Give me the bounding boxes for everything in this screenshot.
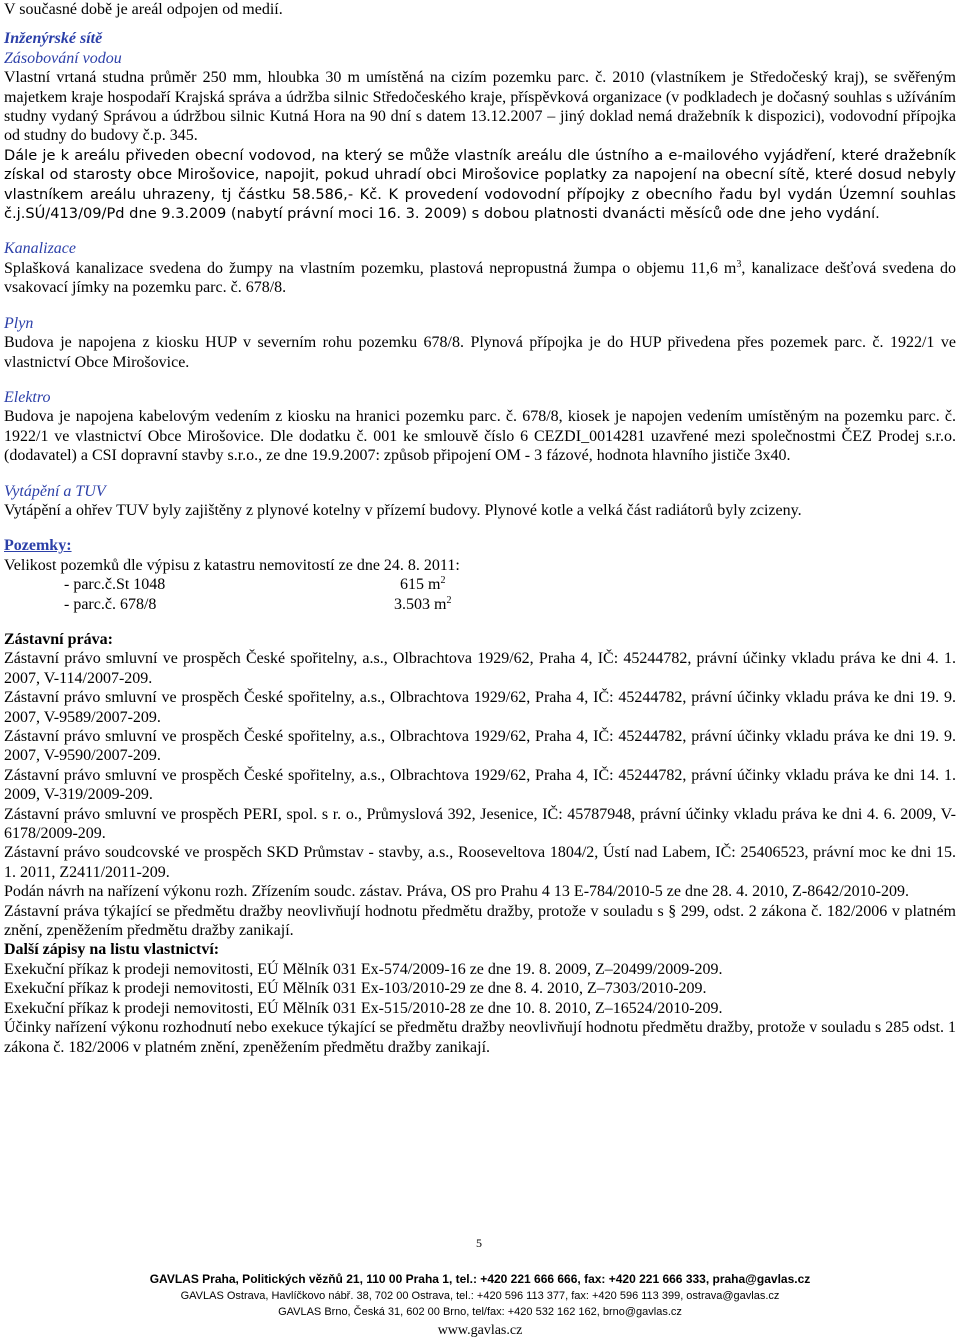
lien-item: Zástavní právo smluvní ve prospěch České spořitelny, a.s., Olbrachtova 1929/62, Praha 4, IČ: 45244782, právní účinky vkladu práva ke dni 19. 9. 2007, V-9590/2007-209. <box>4 728 956 765</box>
land-intro: Velikost pozemků dle výpisu z katastru nemovitostí ze dne 24. 8. 2011: <box>4 556 460 574</box>
parcel-row <box>4 575 956 594</box>
water-heading: Zásobování vodou <box>4 49 122 67</box>
electro-paragraph: Budova je napojena kabelovým vedením z kiosku na hranici pozemku parc. č. 678/8, kiosek je napojen vedením umístěným na pozemku parc. č. 1922/1 ve vlastnictví Obce Mirošovice. Dle dodatku č. 001 ke smlouvě číslo 6 CEZDI_0014281 uzavřené mezi společnostmi ČEZ Prodej s.r.o. (dodavatel) a CSI dopravní stavby s.r.o., ze dne 19.9.2007: způsob připojení OM - 3 fázové, hodnota hlavního jističe 3x40. <box>4 408 956 465</box>
intro-text: V současné době je areál odpojen od medií. <box>4 1 283 18</box>
lien-item: Zástavní právo smluvní ve prospěch PERI, spol. s r. o., Průmyslová 392, Jesenice, IČ: 45787948, právní účinky vkladu práva ke dni 4. 6. 2009, V-6178/2009-209. <box>4 805 956 843</box>
sewer-paragraph <box>4 259 956 298</box>
lien-item: Zástavní právo smluvní ve prospěch České spořitelny, a.s., Olbrachtova 1929/62, Praha 4, IČ: 45244782, právní účinky vkladu práva ke dni 19. 9. 2007, V-9589/2007-209. <box>4 689 956 726</box>
sewer-text-before: Splašková kanalizace svedena do žumpy na vlastním pozemku, plastová nepropustná žumpa o objemu 11,6 m <box>4 259 737 277</box>
liens-heading: Zástavní práva: <box>4 630 113 648</box>
heating-heading: Vytápění a TUV <box>4 482 106 500</box>
parcel-area-unit-sup: 2 <box>440 575 446 587</box>
sewer-superscript: 3 <box>736 258 742 270</box>
parcel-area: 3.503 $m^2$ <box>394 594 452 613</box>
document-page <box>4 0 956 1057</box>
engineering-heading: Inženýrské sítě <box>4 30 103 48</box>
other-record-item: Exekuční příkaz k prodeji nemovitosti, EÚ Mělník 031 Ex-574/2009-16 ze dne 19. 8. 2009, Z–20499/2009-209. <box>4 960 723 978</box>
electro-heading: Elektro <box>4 388 51 406</box>
other-records-heading: Další zápisy na listu vlastnictví: <box>4 941 220 959</box>
other-record-item: Exekuční příkaz k prodeji nemovitosti, EÚ Mělník 031 Ex-103/2010-29 ze dne 8. 4. 2010, Z–7303/2010-209. <box>4 980 707 998</box>
lien-item: Podán návrh na nařízení výkonu rozh. Zřízením soudc. zástav. Práva, OS pro Prahu 4 13 E-784/2010-5 ze dne 28. 4. 2010, Z-8642/2010-209. <box>4 883 909 901</box>
other-record-item: Účinky nařízení výkonu rozhodnutí nebo exekuce týkající se předmětu dražby neovlivňují hodnotu předmětu dražby, protože v souladu s 285 odst. 1 zákona č. 182/2006 v platném znění, zpeněžením předmětu dražby zanikají. <box>4 1019 956 1056</box>
footer-line-praha: GAVLAS Praha, Politických vězňů 21, 110 00 Praha 1, tel.: +420 221 666 666, fax: +420 221 666 333, praha@gavlas.cz <box>149 1272 811 1286</box>
gas-heading: Plyn <box>4 314 34 332</box>
gas-paragraph: Budova je napojena z kiosku HUP v severním rohu pozemku 678/8. Plynová přípojka je do HUP přivedena přes pozemek parc. č. 1922/1 ve vlastnictví Obce Mirošovice. <box>4 334 956 371</box>
page-number: 5 <box>476 1236 482 1250</box>
lien-item: Zástavní právo smluvní ve prospěch České spořitelny, a.s., Olbrachtova 1929/62, Praha 4, IČ: 45244782, právní účinky vkladu práva ke dni 4. 1. 2007, V-114/2007-209. <box>4 650 956 687</box>
parcel-name: - parc.č. 678/8 <box>64 595 157 613</box>
heating-paragraph: Vytápění a ohřev TUV byly zajištěny z plynové kotelny v přízemí budovy. Plynové kotle a velká část radiátorů byly zcizeny. <box>4 501 802 519</box>
water-paragraph-1: Vlastní vrtaná studna průměr 250 mm, hloubka 30 m umístěná na cizím pozemku parc. č. 2010 (vlastníkem je Středočeský kraj), se svěřeným majetkem kraje hospodaří Krajská správa a údržba silnic Středočeského kraje, příspěvková organizace (v podkladech je dočasný souhlas s užíváním studny vydaný Správou a údržbou silnic Kutná Hora na 90 dní s datem 13.12.2007 – jiný doklad nemá dražebník k dispozici), vodovodní přípojka od studny do budovy č.p. 345. <box>4 69 956 145</box>
footer-line-ostrava: GAVLAS Ostrava, Havlíčkovo nábř. 38, 702 00 Ostrava, tel.: +420 596 113 377, fax: +420 596 113 399, ostrava@gavlas.cz <box>180 1290 780 1302</box>
parcel-area-unit-sup: 2 <box>446 594 452 606</box>
lien-item: Zástavní práva týkající se předmětu dražby neovlivňují hodnotu předmětu dražby, protože v souladu s § 299, odst. 2 zákona č. 182/2006 v platném znění, zpeněžením předmětu dražby zanikají. <box>4 902 956 940</box>
parcel-row <box>4 595 956 614</box>
parcel-area: 615 $m^2$ <box>400 575 446 594</box>
other-record-item: Exekuční příkaz k prodeji nemovitosti, EÚ Mělník 031 Ex-515/2010-28 ze dne 10. 8. 2010, Z–16524/2010-209. <box>4 999 723 1017</box>
footer-website-link[interactable]: www.gavlas.cz <box>437 1323 523 1338</box>
lien-item: Zástavní právo smluvní ve prospěch České spořitelny, a.s., Olbrachtova 1929/62, Praha 4, IČ: 45244782, právní účinky vkladu práva ke dni 14. 1. 2009, V-319/2009-209. <box>4 766 956 804</box>
land-heading: Pozemky: <box>4 537 72 555</box>
parcel-name: - parc.č.St 1048 <box>64 576 166 594</box>
water-paragraph-2: Dále je k areálu přiveden obecní vodovod, na který se může vlastník areálu dle ústního a e-mailového vyjádření, které dražebník získal od starosty obce Mirošovice, napojit, pokud uhradí obci Mirošovice poplatky za napojení na obecní sítě, které dosud nebyly vlastníkem areálu uhrazeny, tj částku 58.586,- Kč. K provedení vodovodní přípojky z obecního řadu byl vydán Územní souhlas č.j.SÚ/413/09/Pd dne 9.3.2009 (nabytí právní moci 16. 3. 2009) s dobou platnosti dvanácti měsíců ode dne jeho vydání. <box>4 146 956 223</box>
lien-item: Zástavní právo soudcovské ve prospěch SKD Průmstav - stavby, a.s., Rooseveltova 1804/2, Ústí nad Labem, IČ: 25406523, právní moc ke dni 15. 1. 2011, Z2411/2011-209. <box>4 844 956 881</box>
footer-line-brno: GAVLAS Brno, Česká 31, 602 00 Brno, tel/fax: +420 532 162 162, brno@gavlas.cz <box>278 1306 682 1318</box>
sewer-heading: Kanalizace <box>4 240 76 258</box>
sewer-text-after: , kanalizace dešťová svedena do vsakovací jímky na pozemku parc. č. 678/8. <box>4 259 956 297</box>
